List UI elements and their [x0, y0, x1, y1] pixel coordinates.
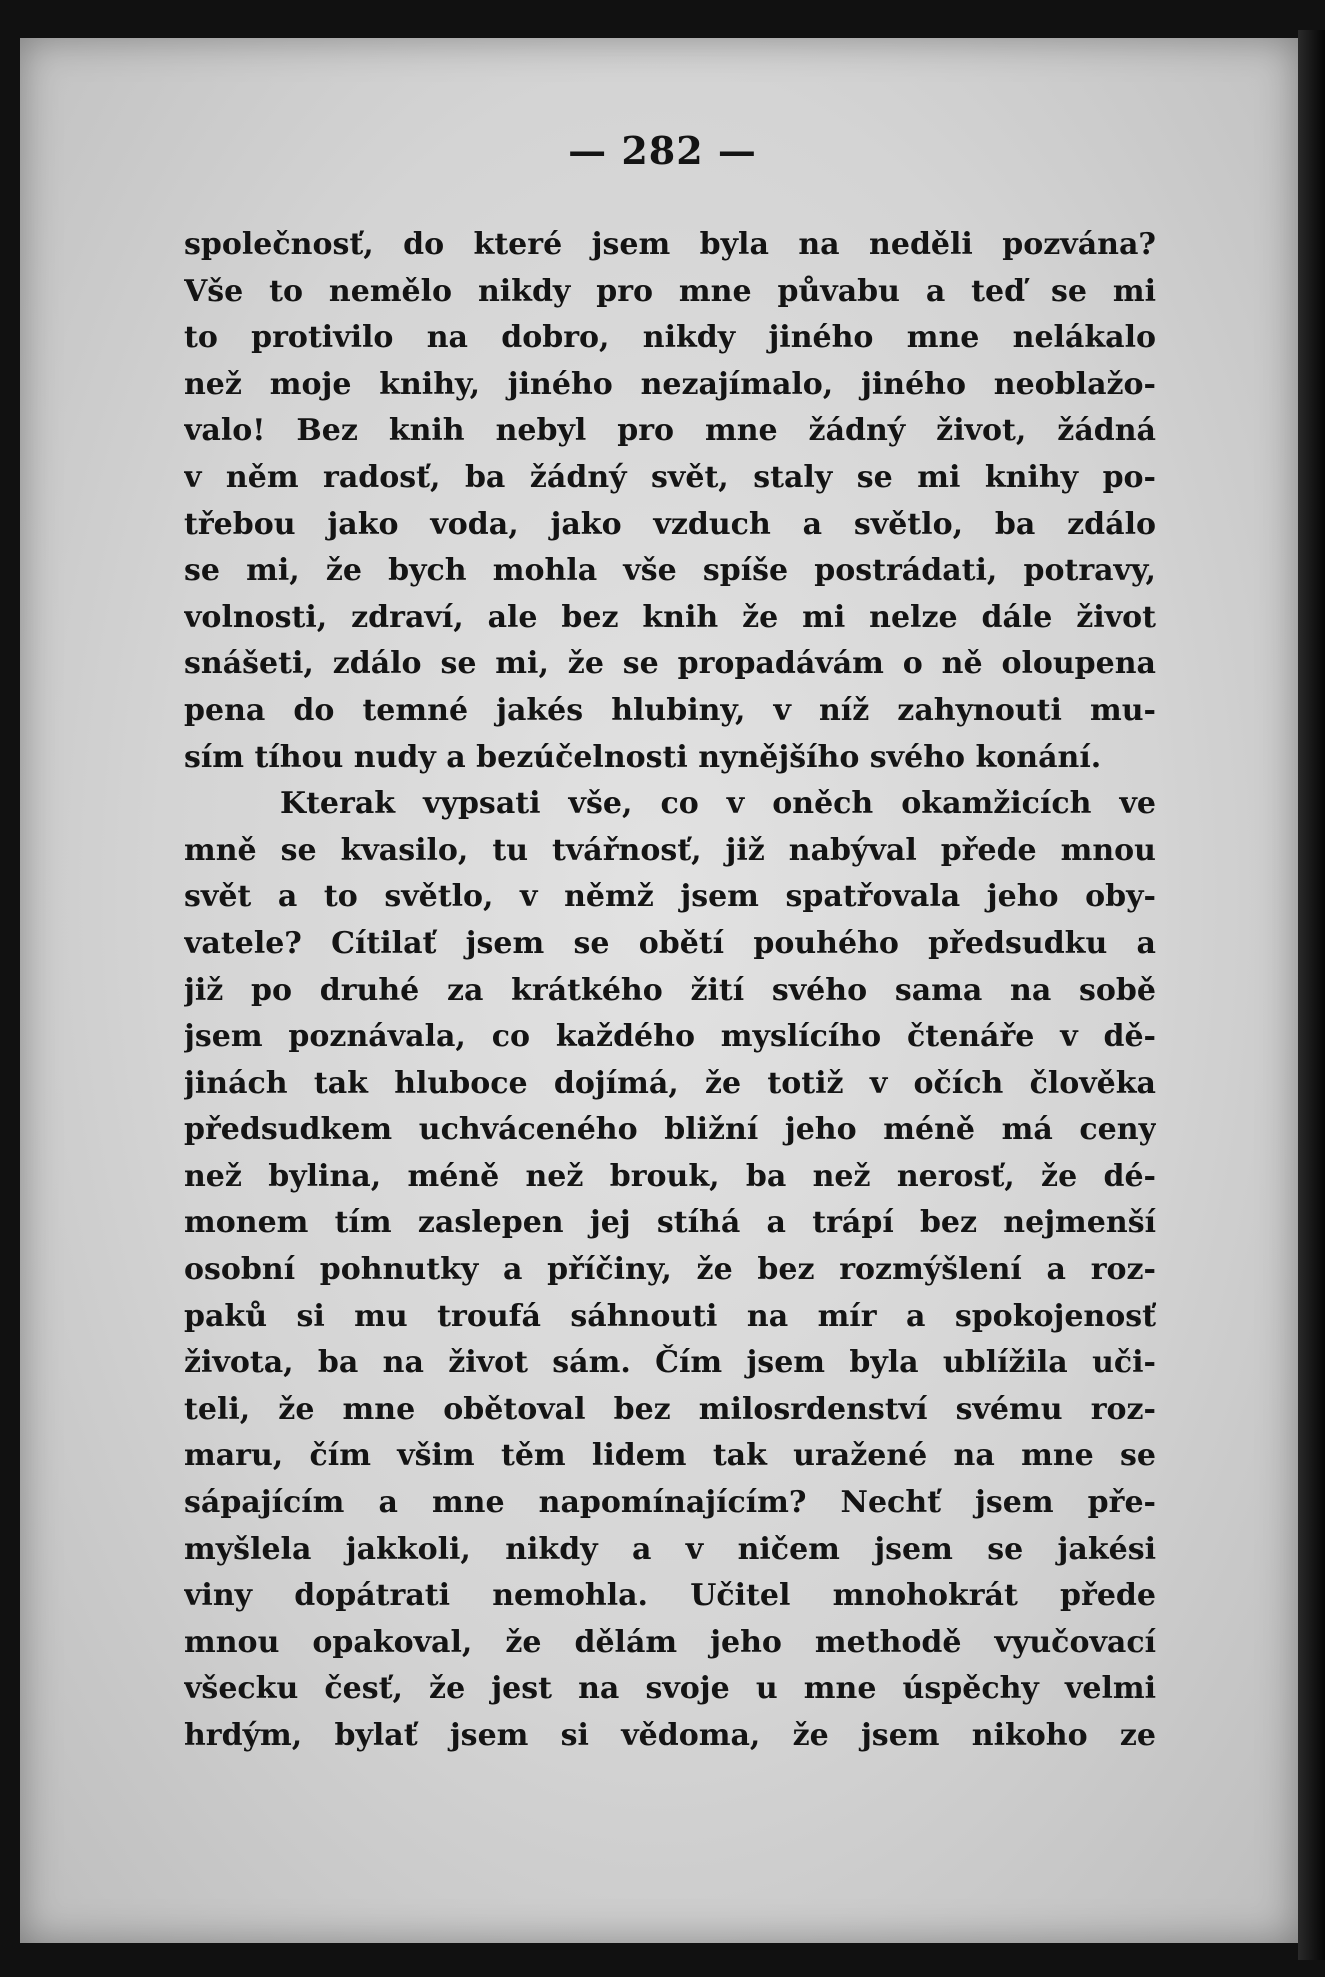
text-line: sím tíhou nudy a bezúčelnosti nynějšího svého konání.: [184, 739, 1102, 775]
text-line: jinách tak hluboce dojímá, že totiž v očích člověka: [184, 1065, 1156, 1101]
text-line: mnou opakoval, že dělám jeho methodě vyučovací: [184, 1624, 1156, 1660]
text-line: svět a to světlo, v němž jsem spatřovala jeho oby-: [184, 879, 1156, 915]
text-line: jsem poznávala, co každého myslícího čtenáře v dě-: [184, 1019, 1156, 1055]
book-edge: [1298, 30, 1325, 1960]
text-line: společnosť, do které jsem byla na neděli pozvána?: [184, 227, 1156, 262]
text-line: snášeti, zdálo se mi, že se propadávám o ně oloupena: [184, 646, 1156, 682]
text-line: života, ba na život sám. Čím jsem byla ublížila uči-: [184, 1345, 1156, 1381]
text-line: Vše to nemělo nikdy pro mne půvabu a teď se mi: [184, 273, 1156, 309]
text-line: třebou jako voda, jako vzduch a světlo, ba zdálo: [184, 506, 1156, 542]
text-line: předsudkem uchváceného bližní jeho méně má ceny: [184, 1112, 1156, 1148]
body-text: [184, 222, 1156, 1760]
text-line: pena do temné jakés hlubiny, v níž zahynouti mu-: [184, 692, 1156, 728]
text-line: Kterak vypsati vše, co v oněch okamžicích ve: [280, 786, 1156, 822]
text-line: monem tím zaslepen jej stíhá a trápí bez nejmenší: [184, 1205, 1156, 1241]
text-line: hrdým, bylať jsem si vědoma, že jsem nikoho ze: [184, 1718, 1156, 1753]
text-line: již po druhé za krátkého žití svého sama na sobě: [184, 972, 1156, 1008]
page-number: — 282 —: [568, 128, 757, 173]
text-line: sápajícím a mne napomínajícím? Nechť jsem pře-: [184, 1485, 1156, 1521]
text-line: teli, že mne obětoval bez milosrdenství svému roz-: [184, 1391, 1156, 1427]
text-line: v něm radosť, ba žádný svět, staly se mi knihy po-: [184, 459, 1156, 495]
text-line: myšlela jakkoli, nikdy a v ničem jsem se jakési: [184, 1531, 1156, 1567]
text-line: osobní pohnutky a příčiny, že bez rozmýšlení a roz-: [184, 1252, 1156, 1288]
text-line: vatele? Cítilať jsem se obětí pouhého předsudku a: [184, 925, 1156, 961]
text-line: viny dopátrati nemohla. Učitel mnohokrát přede: [184, 1578, 1156, 1614]
text-line: než moje knihy, jiného nezajímalo, jiného neoblažo-: [184, 366, 1156, 402]
text-line: mně se kvasilo, tu tvářnosť, již nabýval přede mnou: [184, 832, 1156, 868]
text-line: paků si mu troufá sáhnouti na mír a spokojenosť: [184, 1298, 1156, 1334]
text-line: maru, čím všim těm lidem tak uražené na mne se: [184, 1438, 1156, 1474]
text-line: než bylina, méně než brouk, ba než nerosť, že dé-: [184, 1158, 1156, 1194]
text-line: se mi, že bych mohla vše spíše postrádati, potravy,: [184, 553, 1156, 589]
text-line: to protivilo na dobro, nikdy jiného mne nelákalo: [184, 320, 1156, 356]
text-line: volnosti, zdraví, ale bez knih že mi nelze dále život: [184, 599, 1156, 635]
text-line: valo! Bez knih nebyl pro mne žádný život, žádná: [184, 413, 1156, 449]
text-line: všecku česť, že jest na svoje u mne úspěchy velmi: [184, 1671, 1156, 1707]
